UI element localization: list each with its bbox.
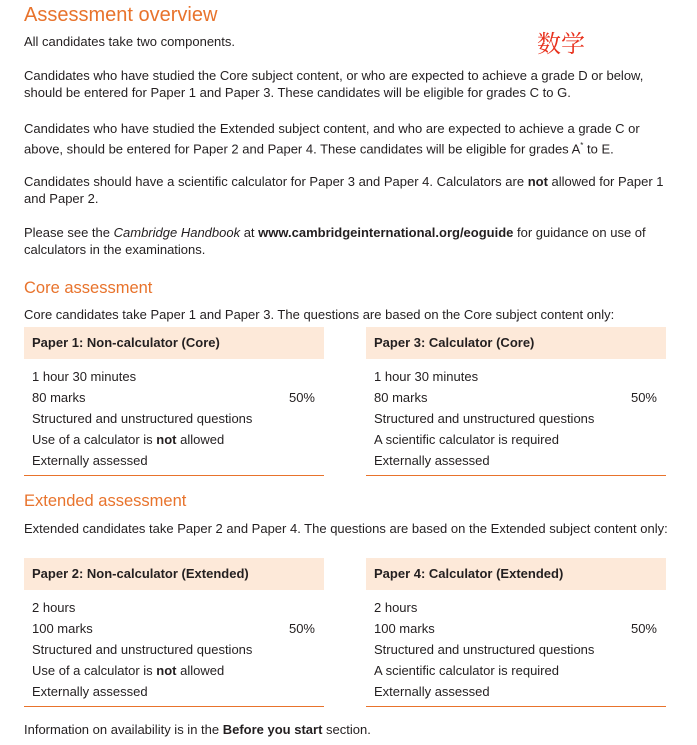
footer-note: Information on availability is in the Before you start section. bbox=[24, 722, 371, 737]
page-title: Assessment overview bbox=[24, 4, 218, 26]
paper-question-type: Structured and unstructured questions bbox=[32, 642, 253, 657]
paper-title: Paper 3: Calculator (Core) bbox=[366, 327, 666, 359]
paper-3-card bbox=[366, 327, 666, 476]
paper-calculator-rule: A scientific calculator is required bbox=[374, 663, 559, 678]
paper-duration: 2 hours bbox=[32, 600, 76, 615]
paper-marks-row: 80 marks 50% bbox=[24, 387, 324, 408]
paper-assessment-mode: Externally assessed bbox=[32, 453, 148, 468]
extended-entry-paragraph: Candidates who have studied the Extended subject content, and who are expected to achieve a grade C or above, should be entered for Paper 2 and Paper 4. These candidates will be eligible for grades A* to E. bbox=[24, 121, 640, 157]
intro-text: All candidates take two components. bbox=[24, 34, 236, 49]
before-you-start-link[interactable]: Before you start bbox=[222, 722, 323, 737]
paper-title: Paper 4: Calculator (Extended) bbox=[366, 558, 666, 590]
core-entry-paragraph: Candidates who have studied the Core subject content, or who are expected to achieve a grade D or below, should be entered for Paper 1 and Paper 3. These candidates will be eligible for grades C to G. bbox=[24, 68, 644, 100]
extended-assessment-heading: Extended assessment bbox=[24, 492, 187, 510]
paper-duration: 1 hour 30 minutes bbox=[374, 369, 479, 384]
paper-weight: 50% bbox=[630, 390, 657, 405]
subject-stamp: 数学 bbox=[537, 30, 585, 58]
core-assessment-heading: Core assessment bbox=[24, 279, 153, 297]
paper-question-type: Structured and unstructured questions bbox=[374, 642, 595, 657]
paper-assessment-mode: Externally assessed bbox=[32, 684, 148, 699]
paper-title: Paper 2: Non-calculator (Extended) bbox=[24, 558, 324, 590]
paper-duration: 2 hours bbox=[374, 600, 418, 615]
paper-marks-row: 100 marks 50% bbox=[366, 618, 666, 639]
paper-weight: 50% bbox=[288, 621, 315, 636]
paper-question-type: Structured and unstructured questions bbox=[374, 411, 595, 426]
paper-title: Paper 1: Non-calculator (Core) bbox=[24, 327, 324, 359]
paper-calculator-rule: Use of a calculator is not allowed bbox=[32, 432, 225, 447]
paper-calculator-rule: A scientific calculator is required bbox=[374, 432, 559, 447]
handbook-url-link[interactable]: www.cambridgeinternational.org/eoguide bbox=[258, 225, 514, 240]
paper-marks-row: 80 marks 50% bbox=[366, 387, 666, 408]
core-intro-text: Core candidates take Paper 1 and Paper 3. The questions are based on the Core subject content only: bbox=[24, 307, 615, 322]
calculator-paragraph: Candidates should have a scientific calculator for Paper 3 and Paper 4. Calculators are not allowed for Paper 1 and Paper 2. bbox=[24, 174, 664, 206]
paper-question-type: Structured and unstructured questions bbox=[32, 411, 253, 426]
paper-weight: 50% bbox=[630, 621, 657, 636]
paper-assessment-mode: Externally assessed bbox=[374, 453, 490, 468]
extended-intro-text: Extended candidates take Paper 2 and Paper 4. The questions are based on the Extended subject content only: bbox=[24, 521, 668, 536]
paper-duration: 1 hour 30 minutes bbox=[32, 369, 137, 384]
paper-weight: 50% bbox=[288, 390, 315, 405]
handbook-paragraph: Please see the Cambridge Handbook at www.cambridgeinternational.org/eoguide for guidance on use of calculators in the examinations. bbox=[24, 225, 646, 257]
paper-1-card bbox=[24, 327, 324, 476]
paper-2-card bbox=[24, 558, 324, 707]
paper-assessment-mode: Externally assessed bbox=[374, 684, 490, 699]
handbook-title: Cambridge Handbook bbox=[113, 225, 241, 240]
paper-marks-row: 100 marks 50% bbox=[24, 618, 324, 639]
paper-calculator-rule: Use of a calculator is not allowed bbox=[32, 663, 225, 678]
paper-4-card bbox=[366, 558, 666, 707]
